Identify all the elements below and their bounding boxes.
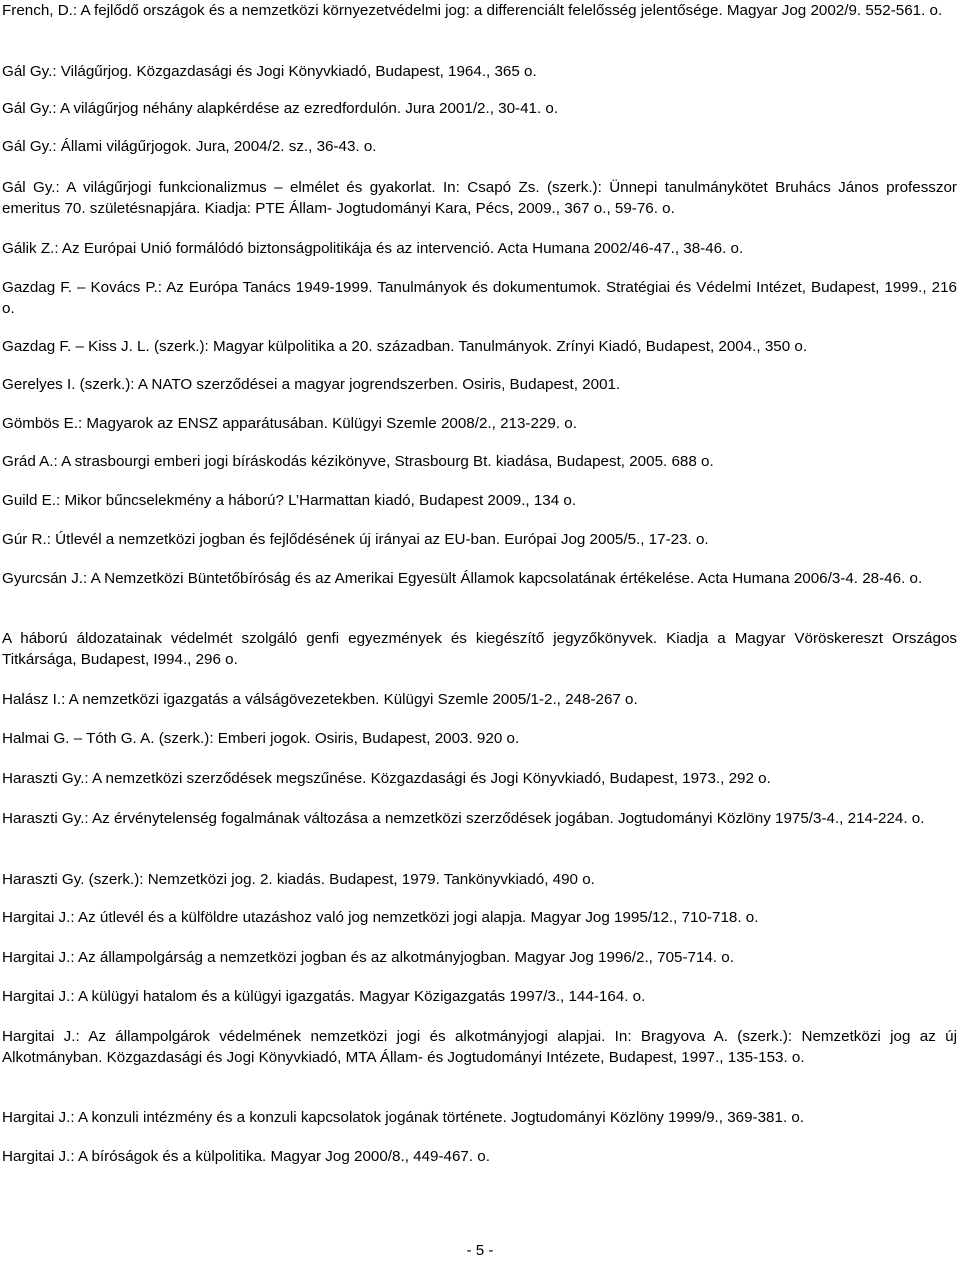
page-number: - 5 - [466,1242,494,1259]
reference-entry: Guild E.: Mikor bűncselekmény a háború? L’Harmattan kiadó, Budapest 2009., 134 o. [2,492,577,509]
reference-entry: Hargitai J.: Az útlevél és a külföldre utazáshoz való jog nemzetközi jogi alapja. Magyar Jog 1995/12., 710-718. o. [2,909,759,926]
reference-entry: French, D.: A fejlődő országok és a nemzetközi környezetvédelmi jog: a differenciált felelősség jelentősége. Magyar Jog 2002/9. 552-561. o. [2,2,943,19]
reference-entry: Gazdag F. – Kovács P.: Az Európa Tanács 1949-1999. Tanulmányok és dokumentumok. Stratégiai és Védelmi Intézet, Budapest, 1999., 216 o. [2,279,957,317]
reference-entry: Haraszti Gy.: A nemzetközi szerződések megszűnése. Közgazdasági és Jogi Könyvkiadó, Budapest, 1973., 292 o. [2,770,771,787]
reference-entry: Hargitai J.: Az állampolgárság a nemzetközi jogban és az alkotmányjogban. Magyar Jog 1996/2., 705-714. o. [2,949,734,966]
reference-entry: Gál Gy.: A világűrjog néhány alapkérdése az ezredfordulón. Jura 2001/2., 30-41. o. [2,100,559,117]
reference-entry: Gálik Z.: Az Európai Unió formálódó biztonságpolitikája és az intervenció. Acta Humana 2002/46-47., 38-46. o. [2,240,744,257]
reference-entry: A háború áldozatainak védelmét szolgáló genfi egyezmények és kiegészítő jegyzőkönyvek. Kiadja a Magyar Vöröskereszt Országos Titkársága, Budapest, I994., 296 o. [2,630,957,668]
reference-entry: Hargitai J.: A külügyi hatalom és a külügyi igazgatás. Magyar Közigazgatás 1997/3., 144-164. o. [2,988,646,1005]
reference-entry: Gál Gy.: Állami világűrjogok. Jura, 2004/2. sz., 36-43. o. [2,138,377,155]
reference-entry: Hargitai J.: A konzuli intézmény és a konzuli kapcsolatok jogának története. Jogtudományi Közlöny 1999/9., 369-381. o. [2,1109,805,1126]
reference-entry: Halász I.: A nemzetközi igazgatás a válságövezetekben. Külügyi Szemle 2005/1-2., 248-267 o. [2,691,638,708]
reference-entry: Hargitai J.: A bíróságok és a külpolitika. Magyar Jog 2000/8., 449-467. o. [2,1148,490,1165]
reference-entry: Gazdag F. – Kiss J. L. (szerk.): Magyar külpolitika a 20. században. Tanulmányok. Zrínyi Kiadó, Budapest, 2004., 350 o. [2,338,808,355]
reference-entry: Haraszti Gy. (szerk.): Nemzetközi jog. 2. kiadás. Budapest, 1979. Tankönyvkiadó, 490 o. [2,871,595,888]
reference-entry: Gál Gy.: Világűrjog. Közgazdasági és Jogi Könyvkiadó, Budapest, 1964., 365 o. [2,63,537,80]
reference-entry: Gerelyes I. (szerk.): A NATO szerződései a magyar jogrendszerben. Osiris, Budapest, 2001. [2,376,621,393]
reference-entry: Grád A.: A strasbourgi emberi jogi bíráskodás kézikönyve, Strasbourg Bt. kiadása, Budapest, 2005. 688 o. [2,453,714,470]
reference-entry: Gyurcsán J.: A Nemzetközi Büntetőbíróság és az Amerikai Egyesült Államok kapcsolatának értékelése. Acta Humana 2006/3-4. 28-46. o. [2,570,923,587]
reference-entry: Gömbös E.: Magyarok az ENSZ apparátusában. Külügyi Szemle 2008/2., 213-229. o. [2,415,577,432]
reference-entry: Gál Gy.: A világűrjogi funkcionalizmus – elmélet és gyakorlat. In: Csapó Zs. (szerk.): Ünnepi tanulmánykötet Bruhács János professzor emeritus 70. születésnapjára. Kiadja: PTE Állam- Jogtudományi Kara, Pécs, 2009., 367 o., 59-76. o. [2,179,957,217]
reference-entry: Gúr R.: Útlevél a nemzetközi jogban és fejlődésének új irányai az EU-ban. Európai Jog 2005/5., 17-23. o. [2,531,709,548]
reference-entry: Haraszti Gy.: Az érvénytelenség fogalmának változása a nemzetközi szerződések jogában. Jogtudományi Közlöny 1975/3-4., 214-224. o. [2,810,925,827]
reference-entry: Halmai G. – Tóth G. A. (szerk.): Emberi jogok. Osiris, Budapest, 2003. 920 o. [2,730,520,747]
reference-entry: Hargitai J.: Az állampolgárok védelmének nemzetközi jogi és alkotmányjogi alapjai. In: Bragyova A. (szerk.): Nemzetközi jog az új Alkotmányban. Közgazdasági és Jogi Könyvkiadó, MTA Állam- és Jogtudományi Intézete, Budapest, 1997., 135-153. o. [2,1028,957,1066]
